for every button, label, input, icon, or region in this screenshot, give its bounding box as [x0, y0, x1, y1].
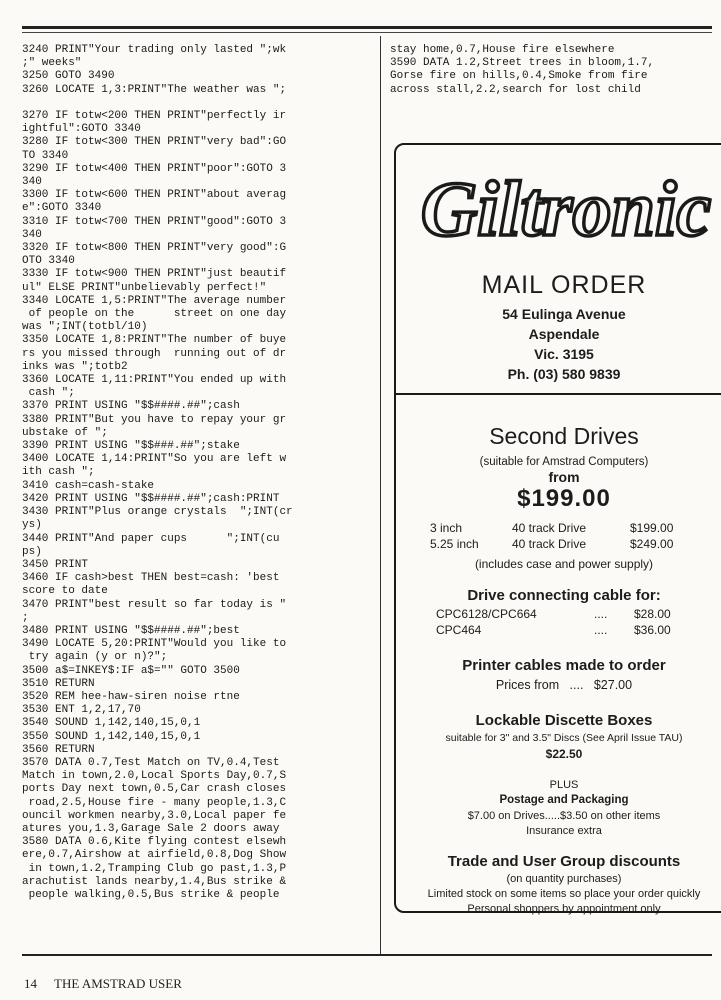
- top-rule-thin: [22, 32, 712, 33]
- code-line: 3420 PRINT USING "$$####.##";cash:PRINT: [22, 492, 280, 505]
- giltronic-logo: [406, 153, 721, 263]
- page-number: 14: [24, 976, 37, 991]
- plus-label: PLUS: [549, 779, 579, 791]
- column-divider: [380, 36, 381, 954]
- code-line: TO 3340: [22, 149, 69, 162]
- personal-shoppers-note: Personal shoppers by appointment only: [467, 903, 661, 915]
- printer-cables-price: Prices from .... $27.00: [495, 678, 633, 692]
- code-line: 3540 SOUND 1,142,140,15,0,1: [22, 717, 201, 730]
- drive-price: $199.00: [630, 521, 674, 535]
- drive-size: 3 inch: [430, 521, 463, 535]
- basic-listing-left: [22, 44, 376, 902]
- code-line: Match in town,2.0,Local Sports Day,0.7,S: [22, 770, 287, 783]
- code-line: Gorse fire on hills,0.4,Smoke from fire: [390, 70, 648, 83]
- basic-listing-right: [390, 44, 715, 97]
- code-line: 3350 LOCATE 1,8:PRINT"The number of buye: [22, 334, 287, 347]
- code-line: 3550 SOUND 1,142,140,15,0,1: [22, 730, 201, 743]
- discette-boxes-desc: suitable for 3" and 3.5" Discs (See April Issue TAU): [445, 732, 683, 744]
- code-line: road,2.5,House fire - many people,1.3,C: [22, 796, 287, 809]
- code-line: 3410 cash=cash-stake: [22, 479, 155, 492]
- cable-model: CPC464: [436, 623, 482, 637]
- code-line: 3590 DATA 1.2,Street trees in bloom,1.7,: [390, 57, 655, 70]
- code-line: was ";INT(totbl/10): [22, 321, 148, 334]
- cable-price-table: [436, 607, 716, 639]
- code-line: 3330 IF totw<900 THEN PRINT"just beautif: [22, 268, 287, 281]
- discette-boxes-price: $22.50: [545, 747, 583, 761]
- code-line: 3300 IF totw<600 THEN PRINT"about averag: [22, 189, 287, 202]
- code-line: ubstake of ";: [22, 426, 108, 439]
- giltronic-logo-text: Giltronic: [420, 165, 712, 252]
- cable-dots: ....: [594, 607, 608, 621]
- drive-price-table: [430, 521, 720, 553]
- code-line: 3380 PRINT"But you have to repay your gr: [22, 413, 287, 426]
- address-line-3: Vic. 3195: [534, 346, 594, 362]
- cable-title: Drive connecting cable for:: [467, 587, 661, 604]
- cable-price: $36.00: [634, 623, 671, 637]
- code-line: 3510 RETURN: [22, 677, 95, 690]
- code-line: 3270 IF totw<200 THEN PRINT"perfectly ir: [22, 110, 287, 122]
- code-line: in town,1.2,Tramping Club go past,1.3,P: [22, 862, 287, 875]
- code-line: 3470 PRINT"best result so far today is ": [22, 598, 287, 611]
- code-line: rs you missed through running out of dr: [22, 347, 287, 360]
- code-line: 3440 PRINT"And paper cups ";INT(cu: [22, 532, 280, 545]
- limited-stock-note: Limited stock on some items so place your order quickly: [427, 888, 701, 900]
- code-line: 3490 LOCATE 5,20:PRINT"Would you like to: [22, 638, 287, 651]
- drive-price: $249.00: [630, 537, 674, 551]
- code-line: of people on the street on one day: [22, 308, 287, 321]
- discette-boxes-title: Lockable Discette Boxes: [475, 712, 653, 729]
- cable-dots: ....: [594, 623, 608, 637]
- code-line: ith cash ";: [22, 466, 95, 479]
- postage-rates: $7.00 on Drives.....$3.50 on other items: [467, 810, 661, 822]
- cable-model: CPC6128/CPC664: [436, 607, 537, 621]
- code-line: e":GOTO 3340: [22, 202, 102, 215]
- code-line: 340: [22, 228, 42, 241]
- publication-name: THE AMSTRAD USER: [54, 976, 182, 991]
- code-line: 3500 a$=INKEY$:IF a$="" GOTO 3500: [22, 664, 240, 677]
- phone-number: Ph. (03) 580 9839: [507, 366, 621, 382]
- code-line: 3370 PRINT USING "$$####.##";cash: [22, 400, 240, 413]
- code-line: ere,0.7,Airshow at airfield,0.8,Dog Show: [22, 849, 287, 862]
- code-line: 3390 PRINT USING "$$###.##";stake: [22, 440, 240, 453]
- code-line: ightful":GOTO 3340: [22, 123, 141, 136]
- code-line: ouncil workmen nearby,3.0,Local paper fe: [22, 809, 287, 822]
- top-rule: [22, 26, 712, 29]
- code-line: score to date: [22, 585, 108, 598]
- code-line: 3250 GOTO 3490: [22, 70, 115, 83]
- code-line: inks was ";totb2: [22, 360, 128, 373]
- code-line: 3320 IF totw<800 THEN PRINT"very good":G: [22, 242, 287, 255]
- code-line: 3280 IF totw<300 THEN PRINT"very bad":GO: [22, 136, 287, 149]
- code-line: 3520 REM hee-haw-siren noise rtne: [22, 690, 240, 703]
- drive-size: 5.25 inch: [430, 537, 479, 551]
- code-line: 3340 LOCATE 1,5:PRINT"The average number: [22, 294, 287, 307]
- bottom-rule: [22, 954, 712, 956]
- code-line: 3260 LOCATE 1,3:PRINT"The weather was ";: [22, 83, 287, 96]
- code-line: 340: [22, 176, 42, 189]
- code-line: 3560 RETURN: [22, 743, 95, 756]
- code-line: ul" ELSE PRINT"unbelievably perfect!": [22, 281, 267, 294]
- address-line-1: 54 Eulinga Avenue: [502, 306, 626, 322]
- code-line: 3360 LOCATE 1,11:PRINT"You ended up with: [22, 374, 287, 387]
- trade-discounts-title: Trade and User Group discounts: [447, 853, 681, 870]
- cable-price: $28.00: [634, 607, 671, 621]
- postage-title: Postage and Packaging: [499, 794, 629, 806]
- page-footer: [24, 976, 182, 992]
- code-line: OTO 3340: [22, 255, 75, 268]
- code-line: cash ";: [22, 387, 75, 400]
- printer-cables-title: Printer cables made to order: [462, 657, 666, 674]
- drive-desc: 40 track Drive: [512, 521, 587, 535]
- second-drives-subtitle: (suitable for Amstrad Computers): [479, 456, 649, 468]
- drive-desc: 40 track Drive: [512, 537, 587, 551]
- code-line: 3290 IF totw<400 THEN PRINT"poor":GOTO 3: [22, 162, 287, 175]
- code-line: 3530 ENT 1,2,17,70: [22, 704, 141, 717]
- code-line: 3430 PRINT"Plus orange crystals ";INT(cr: [22, 506, 293, 519]
- trade-discounts-note: (on quantity purchases): [506, 873, 622, 885]
- second-drives-price: $199.00: [517, 485, 611, 512]
- code-line: 3310 IF totw<700 THEN PRINT"good":GOTO 3: [22, 215, 287, 228]
- code-line: ys): [22, 519, 42, 532]
- mail-order-heading: MAIL ORDER: [481, 271, 647, 299]
- code-line: ports Day next town,0.5,Car crash closes: [22, 783, 287, 796]
- code-line: try again (y or n)?";: [22, 651, 168, 664]
- code-line: arachutist lands nearby,1.4,Bus strike &: [22, 875, 287, 888]
- code-line: 3450 PRINT: [22, 558, 89, 571]
- code-line: people walking,0.5,Bus strike & people: [22, 888, 280, 901]
- address-line-2: Aspendale: [528, 326, 600, 342]
- code-line: ps): [22, 545, 42, 558]
- code-line: 3480 PRINT USING "$$####.##";best: [22, 624, 240, 637]
- code-line: across stall,2.2,search for lost child: [390, 83, 641, 96]
- code-line: 3400 LOCATE 1,14:PRINT"So you are left w: [22, 453, 287, 466]
- code-line: 3570 DATA 0.7,Test Match on TV,0.4,Test: [22, 756, 280, 769]
- code-line: 3580 DATA 0.6,Kite flying contest elsewh: [22, 836, 287, 849]
- code-line: 3460 IF cash>best THEN best=cash: 'best: [22, 572, 280, 585]
- code-line: [22, 97, 376, 110]
- code-line: atures you,1.3,Garage Sale 2 doors away: [22, 822, 280, 835]
- code-line: ;" weeks": [22, 57, 82, 70]
- ad-divider: [396, 393, 721, 395]
- second-drives-from: from: [548, 469, 580, 485]
- insurance-note: Insurance extra: [526, 825, 602, 837]
- second-drives-title: Second Drives: [489, 423, 639, 449]
- code-line: ;: [22, 611, 29, 624]
- code-line: stay home,0.7,House fire elsewhere: [390, 44, 615, 56]
- code-line: 3240 PRINT"Your trading only lasted ";wk: [22, 44, 287, 56]
- giltronic-advertisement: [394, 143, 721, 913]
- drives-note: (includes case and power supply): [474, 557, 654, 571]
